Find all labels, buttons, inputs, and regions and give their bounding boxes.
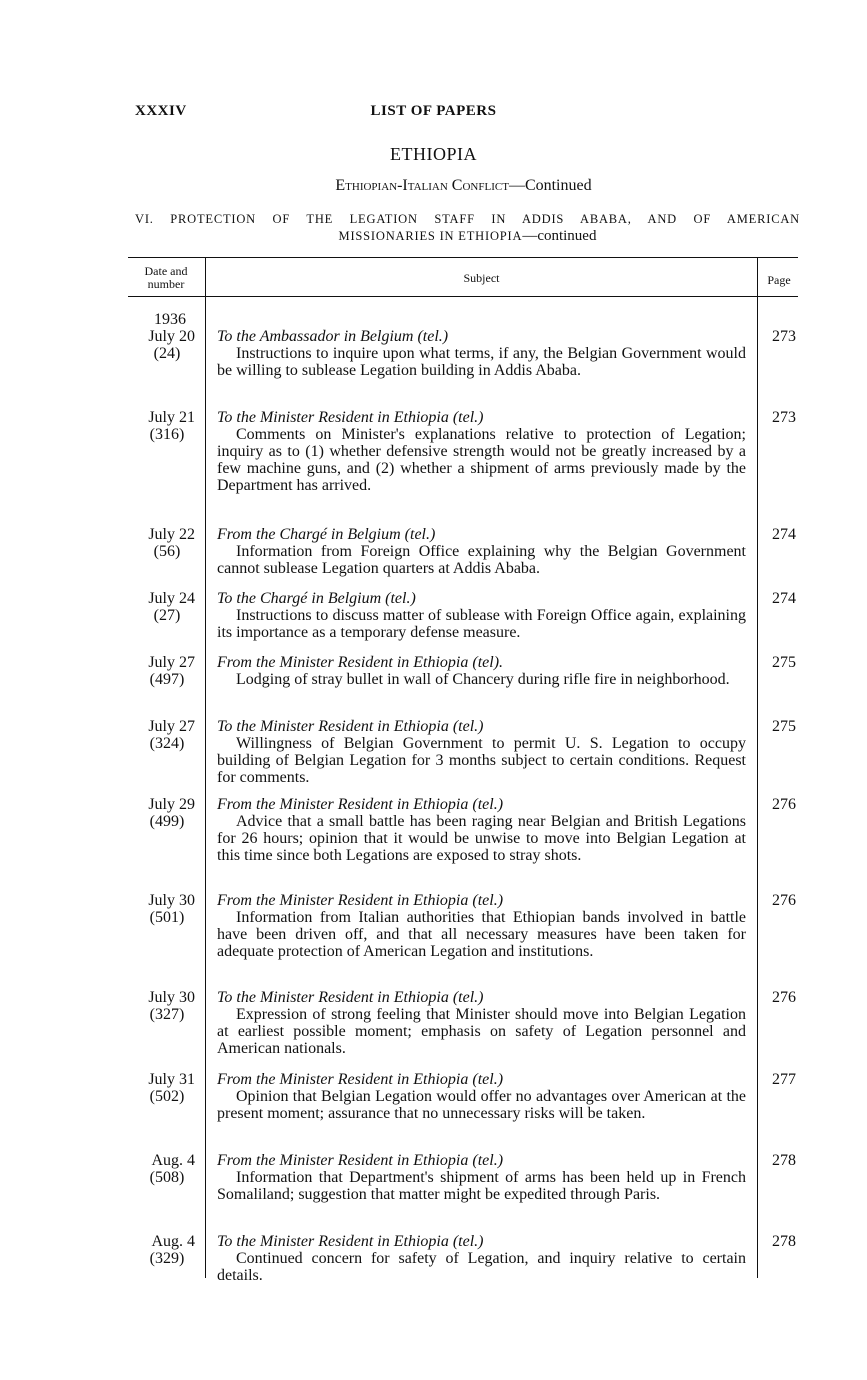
running-title: LIST OF PAPERS <box>370 103 497 119</box>
table-header-rule <box>128 296 798 297</box>
entry-date: July 27 <box>148 718 195 735</box>
entry-page-number: 276 <box>772 892 796 909</box>
entry-page-number: 276 <box>772 989 796 1006</box>
entry-subject <box>217 718 746 786</box>
entry-subject <box>217 328 746 379</box>
column-header-date-line1: Date and <box>144 264 188 278</box>
entry-heading: From the Minister Resident in Ethiopia (tel.) <box>217 796 504 813</box>
entry-subject <box>217 892 746 960</box>
entry-page-number: 275 <box>772 718 796 735</box>
table-divider-left <box>205 258 206 1278</box>
entry-number: (324) <box>149 735 185 752</box>
entry-heading: To the Ambassador in Belgium (tel.) <box>217 328 449 345</box>
year-label: 1936 <box>154 311 186 328</box>
entry-description: Information from Foreign Office explaining why the Belgian Government cannot sublease Legation quarters at Addis Ababa. <box>217 543 746 577</box>
entry-heading: From the Chargé in Belgium (tel.) <box>217 526 436 543</box>
entry-description: Opinion that Belgian Legation would offer no advantages over American at the present moment; assurance that no unnecessary risks will be taken. <box>217 1088 746 1122</box>
entry-number: (508) <box>149 1169 185 1186</box>
entry-number: (499) <box>149 813 185 830</box>
column-header-date-line2: number <box>147 277 185 291</box>
section-continued: —continued <box>522 228 597 244</box>
entry-subject <box>217 989 746 1057</box>
entry-number: (502) <box>149 1088 185 1105</box>
entry-subject <box>217 654 746 688</box>
entry-subject <box>217 526 746 577</box>
entry-subject <box>217 1233 746 1284</box>
entry-number: (56) <box>153 543 181 560</box>
entry-number: (27) <box>153 607 181 624</box>
entry-date: July 29 <box>148 796 195 813</box>
entry-page-number: 273 <box>772 328 796 345</box>
entry-heading: To the Minister Resident in Ethiopia (tel.) <box>217 718 484 735</box>
country-heading: ETHIOPIA <box>390 144 477 164</box>
entry-description: Lodging of stray bullet in wall of Chancery during rifle fire in neighborhood. <box>236 671 730 688</box>
conflict-continued: —Continued <box>508 177 592 194</box>
entry-description: Information that Department's shipment of arms has been held up in French Somaliland; suggestion that matter might be expedited through Paris. <box>217 1169 746 1203</box>
entry-number: (329) <box>149 1250 185 1267</box>
section-heading-line1: VI. PROTECTION OF THE LEGATION STAFF IN ADDIS ABABA, AND OF AMERICAN <box>135 212 800 226</box>
entry-description: Expression of strong feeling that Minister should move into Belgian Legation at earliest possible moment; emphasis on safety of Legation personnel and American nationals. <box>217 1006 746 1057</box>
column-header-page: Page <box>767 273 791 287</box>
conflict-heading <box>0 177 867 195</box>
table-top-rule <box>128 257 798 258</box>
entry-date: July 24 <box>148 590 195 607</box>
entry-number: (501) <box>149 909 185 926</box>
entry-subject <box>217 409 746 494</box>
entry-heading: To the Minister Resident in Ethiopia (tel.) <box>217 989 484 1006</box>
entry-date: Aug. 4 <box>151 1233 195 1250</box>
entry-date: July 20 <box>148 328 195 345</box>
entry-date: July 21 <box>148 409 195 426</box>
entry-number: (327) <box>149 1006 185 1023</box>
entry-heading: To the Minister Resident in Ethiopia (tel.) <box>217 409 484 426</box>
entry-subject <box>217 1071 746 1122</box>
entry-heading: To the Chargé in Belgium (tel.) <box>217 590 416 607</box>
entry-date: July 31 <box>148 1071 195 1088</box>
entry-description: Advice that a small battle has been raging near Belgian and British Legations for 26 hours; opinion that it would be unwise to move into Belgian Legation at this time since both Legations are exposed to stray shots. <box>217 813 746 864</box>
entry-number: (316) <box>149 426 185 443</box>
entry-date: July 22 <box>148 526 195 543</box>
entry-subject <box>217 1152 746 1203</box>
entry-date: July 30 <box>148 989 195 1006</box>
entry-heading: From the Minister Resident in Ethiopia (tel.) <box>217 892 504 909</box>
entry-page-number: 274 <box>772 526 796 543</box>
entry-date: July 30 <box>148 892 195 909</box>
table-divider-right <box>757 258 758 1278</box>
entry-description: Willingness of Belgian Government to permit U. S. Legation to occupy building of Belgian Legation for 3 months subject to certain conditions. Request for comments. <box>217 735 746 786</box>
page-folio: XXXIV <box>135 103 187 119</box>
entry-description: Instructions to inquire upon what terms, if any, the Belgian Government would be willing to sublease Legation building in Addis Ababa. <box>217 345 746 379</box>
entry-subject <box>217 796 746 864</box>
entry-page-number: 276 <box>772 796 796 813</box>
conflict-title: Ethiopian-Italian Conflict <box>335 177 509 194</box>
entry-page-number: 273 <box>772 409 796 426</box>
entry-description: Comments on Minister's explanations relative to protection of Legation; inquiry as to (1) whether defensive strength would not be greatly increased by a few machine guns, and (2) whether a shipment of arms previously made by the Department has arrived. <box>217 426 746 494</box>
entry-page-number: 277 <box>772 1071 796 1088</box>
entry-heading: From the Minister Resident in Ethiopia (tel.) <box>217 1071 504 1088</box>
section-heading <box>135 211 800 245</box>
entry-date: July 27 <box>148 654 195 671</box>
entry-description: Continued concern for safety of Legation, and inquiry relative to certain details. <box>217 1250 746 1284</box>
entry-number: (497) <box>149 671 185 688</box>
entry-date: Aug. 4 <box>151 1152 195 1169</box>
entry-number: (24) <box>153 345 181 362</box>
entry-page-number: 275 <box>772 654 796 671</box>
entry-description: Instructions to discuss matter of sublease with Foreign Office again, explaining its importance as a temporary defense measure. <box>217 607 746 641</box>
entry-subject <box>217 590 746 641</box>
section-heading-line2-text: MISSIONARIES IN ETHIOPIA <box>338 229 523 243</box>
column-header-date <box>128 265 204 291</box>
column-header-subject: Subject <box>463 271 500 285</box>
entry-heading: From the Minister Resident in Ethiopia (tel). <box>217 654 504 671</box>
section-heading-line2 <box>135 228 800 245</box>
entry-page-number: 274 <box>772 590 796 607</box>
entry-heading: From the Minister Resident in Ethiopia (tel.) <box>217 1152 504 1169</box>
entry-heading: To the Minister Resident in Ethiopia (tel.) <box>217 1233 484 1250</box>
entry-page-number: 278 <box>772 1152 796 1169</box>
entry-page-number: 278 <box>772 1233 796 1250</box>
entry-description: Information from Italian authorities that Ethiopian bands involved in battle have been driven off, and that all necessary measures have been taken for adequate protection of American Legation and institutions. <box>217 909 746 960</box>
